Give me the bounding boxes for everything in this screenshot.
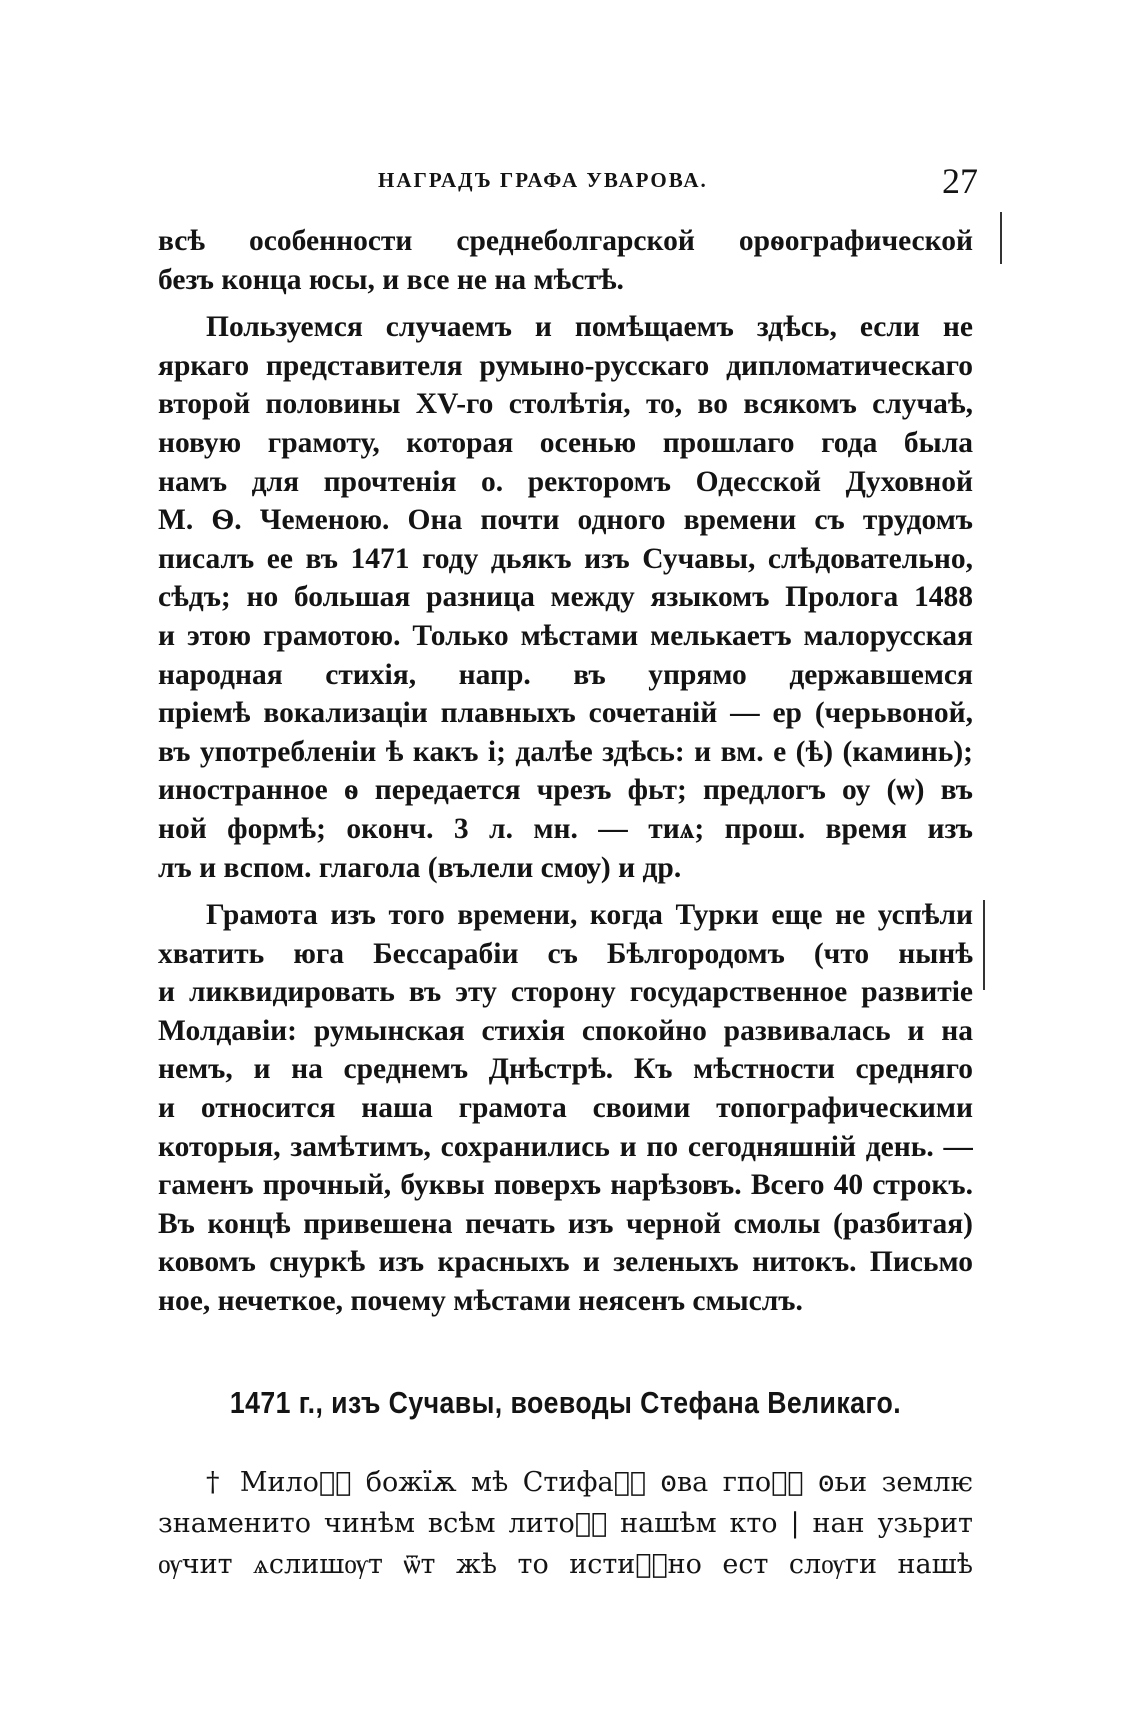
text-line: лъ и вспом. глагола (вълели смѹ) и др. [158, 851, 682, 884]
text-line: всѣ особенности среднеболгарской орѳографической [158, 225, 973, 257]
text-line: М. Ѳ. Чеменою. Она почти одного времени съ трудомъ [158, 504, 973, 537]
text-line: и этою грамотою. Только мѣстами мелькаетъ малорусская [158, 619, 973, 652]
text-line: второй половины XV-го столѣтія, то, во всякомъ случаѣ, [158, 388, 973, 421]
text-line: иностранное ѳ передается чрезъ фьт; предлогъ оу (ѡ) въ [158, 774, 973, 807]
running-head [158, 160, 978, 200]
text-line: народная стихія, напр. въ упрямо державшемся [158, 658, 973, 691]
margin-mark [1000, 212, 1002, 264]
text-line: Грамота изъ того времени, когда Турки еще не успѣли [206, 899, 973, 932]
text-line: немъ, и на среднемъ Днѣстрѣ. Къ мѣстности средняго [158, 1053, 973, 1086]
paragraph-3 [158, 896, 973, 1321]
page-number: 27 [942, 161, 978, 201]
text-line: безъ конца юсы, и все не на мѣстѣ. [158, 263, 624, 296]
text-line: намъ для прочтенія о. ректоромъ Одесской Духовной [158, 465, 973, 498]
text-line: и ликвидировать въ эту сторону государственное развитіе [158, 976, 973, 1009]
text-line: яркаго представителя румыно-русскаго дипломатическаго [158, 349, 973, 382]
text-line: новую грамоту, которая осенью прошлаго года была [158, 426, 973, 459]
margin-mark [983, 900, 985, 990]
charter-line: † Милоⷭ҇ божїѫ мѣ Стифаⷩ҇ ꙩва гпоⷣ҇ ꙩьи землѥ [206, 1467, 973, 1498]
charter-line: знаменито чинѣм всѣм литоⷪ҇ нашѣм кто | нан узьрит [158, 1508, 973, 1539]
paragraph-1 [158, 222, 973, 299]
charter-line: ѹчит ѧслишѹт ѿт жѣ то истиⷩ҇но ест слѹги нашѣ [158, 1549, 973, 1580]
text-line: Въ концѣ привешена печать изъ черной смолы (разбитая) [158, 1207, 973, 1240]
charter-text [158, 1462, 973, 1585]
text-line: хватить юга Бессарабіи съ Бѣлгородомъ (что нынѣ [158, 937, 973, 970]
paragraph-2 [158, 308, 973, 887]
text-line: Молдавіи: румынская стихія спокойно развивалась и на [158, 1014, 973, 1047]
body-text [158, 222, 973, 1330]
text-line: ной формѣ; оконч. 3 л. мн. — тиѧ; прош. время изъ [158, 812, 973, 845]
section-heading: 1471 г., изъ Сучавы, воеводы Стефана Великаго. [229, 1385, 902, 1420]
text-line: сѣдъ; но большая разница между языкомъ Пролога 1488 [158, 581, 973, 614]
text-line: Пользуемся случаемъ и помѣщаемъ здѣсь, если не [206, 311, 973, 344]
text-line: пріемѣ вокализаціи плавныхъ сочетаній — ер (черьвоной, [158, 697, 973, 730]
text-line: и относится наша грамота своими топографическими [158, 1092, 973, 1125]
running-title: НАГРАДЪ ГРАФА УВАРОВА. [378, 168, 708, 192]
text-line: которыя, замѣтимъ, сохранились и по сегодняшній день. — [158, 1130, 973, 1163]
text-line: ное, нечеткое, почему мѣстами неясенъ смыслъ. [158, 1285, 803, 1318]
text-line: въ употребленіи ѣ какъ і; далѣе здѣсь: и вм. е (ѣ) (каминь); [158, 735, 973, 768]
text-line: ковомъ снуркѣ изъ красныхъ и зеленыхъ нитокъ. Письмо [158, 1246, 973, 1279]
text-line: писалъ ее въ 1471 году дьякъ изъ Сучавы, слѣдовательно, [158, 542, 973, 575]
text-line: гаменъ прочный, буквы поверхъ нарѣзовъ. Всего 40 строкъ. [158, 1169, 973, 1202]
